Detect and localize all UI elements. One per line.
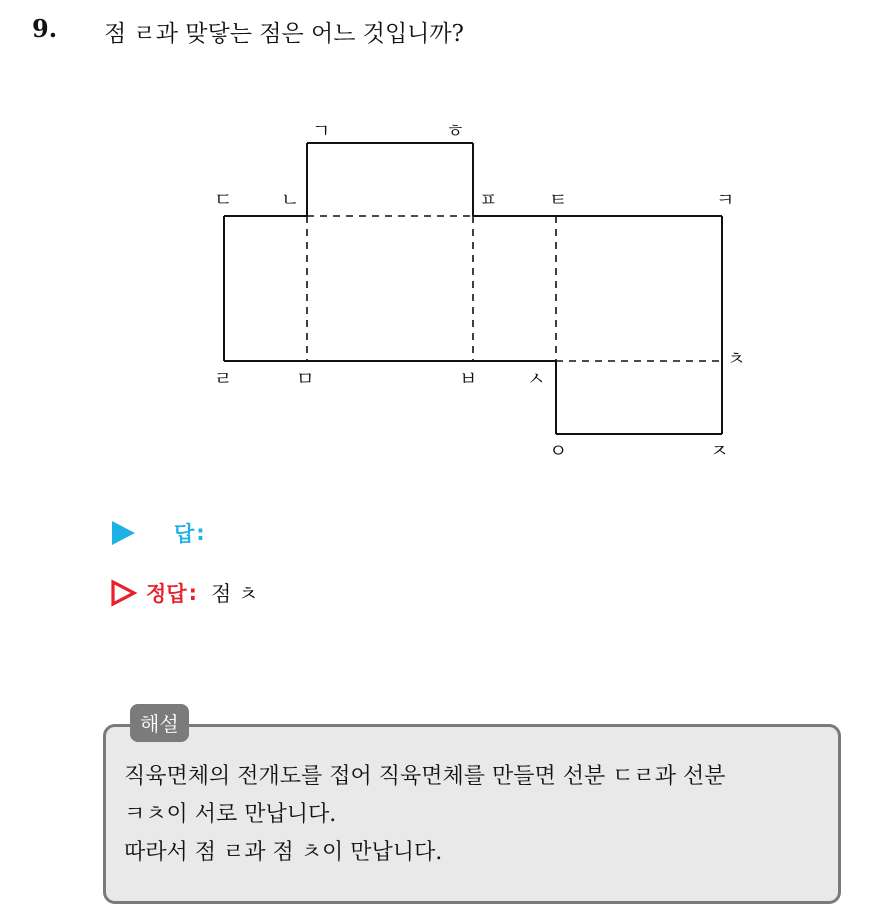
answer-colon: :	[196, 521, 205, 545]
answer-row	[108, 518, 219, 548]
answer-label: 답	[174, 522, 195, 546]
vertex-label-n: ㄴ	[281, 189, 300, 211]
vertex-label-o: ㅇ	[549, 440, 568, 462]
vertex-label-s: ㅅ	[527, 368, 546, 390]
vertex-label-g: ㄱ	[312, 120, 331, 142]
vertex-label-p: ㅍ	[479, 189, 498, 211]
vertex-label-k: ㅋ	[716, 189, 735, 211]
question-text: 점 ㄹ과 맞닿는 점은 어느 것입니까?	[104, 21, 464, 47]
question-number: 9.	[32, 14, 58, 43]
vertex-label-r: ㄹ	[214, 368, 233, 390]
explanation-line: 따라서 점 ㄹ과 점 ㅊ이 만납니다.	[124, 840, 443, 865]
outline-triangle-icon	[108, 578, 138, 608]
explanation-line: 직육면체의 전개도를 접어 직육면체를 만들면 선분 ㄷㄹ과 선분	[124, 764, 726, 789]
filled-triangle-icon	[108, 518, 138, 548]
vertex-label-ch: ㅊ	[727, 348, 746, 370]
explanation-text	[124, 758, 834, 872]
vertex-label-j: ㅈ	[710, 440, 729, 462]
vertex-label-h: ㅎ	[446, 120, 465, 142]
explanation-line: ㅋㅊ이 서로 만납니다.	[124, 802, 337, 827]
vertex-label-t: ㅌ	[549, 189, 568, 211]
correct-answer-value: 점 ㅊ	[210, 582, 259, 606]
vertex-label-d: ㄷ	[214, 189, 233, 211]
correct-answer-label: 정답	[146, 582, 187, 606]
net-fold-lines	[307, 216, 722, 361]
correct-answer-row	[108, 578, 258, 608]
vertex-labels	[214, 120, 745, 462]
vertex-label-b: ㅂ	[459, 368, 478, 390]
vertex-label-m: ㅁ	[296, 368, 315, 390]
correct-answer-colon: :	[188, 581, 197, 605]
net-solid-edges	[224, 143, 722, 434]
explanation-tag: 해설	[130, 704, 189, 742]
